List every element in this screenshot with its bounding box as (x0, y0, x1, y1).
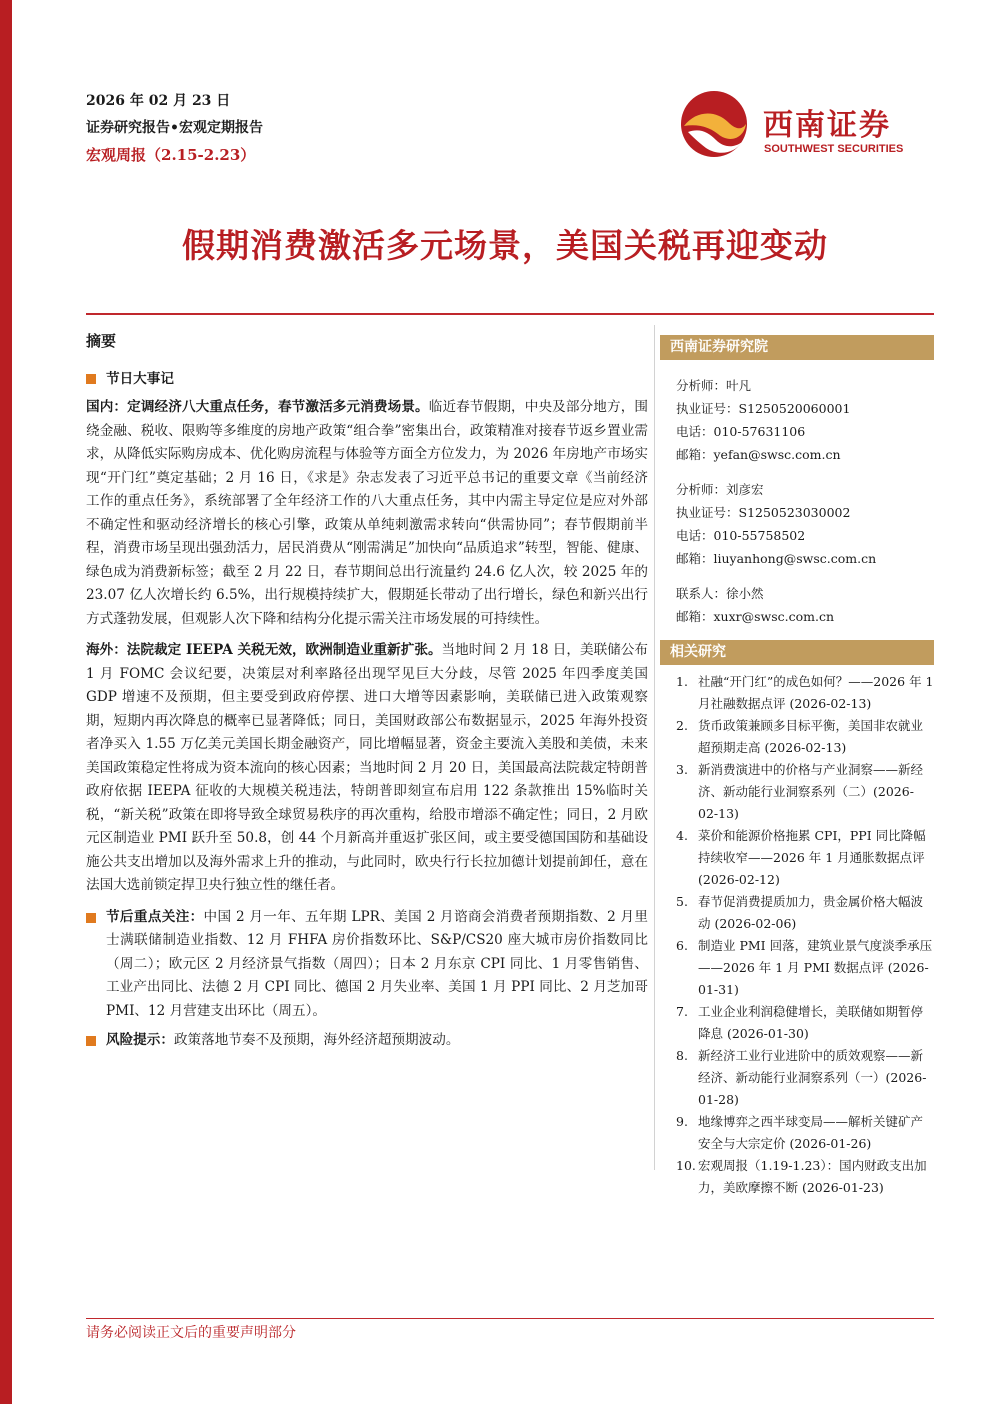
related-item-title: 宏观周报（1.19-1.23）：国内财政支出加力，美欧摩擦不断 (2026-01-23) (698, 1158, 927, 1195)
analyst-phone: 电话：010-57631106 (676, 424, 806, 439)
focus-lead: 节后重点关注： (106, 908, 204, 925)
analyst-license: 执业证号：S1250520060001 (676, 401, 851, 416)
company-logo (678, 88, 928, 160)
related-item-number: 9. (676, 1114, 688, 1129)
page-edge-bar (0, 0, 12, 1404)
abstract-column (86, 330, 648, 1053)
related-item-title: 货币政策兼顾多目标平衡，美国非农就业超预期走高 (2026-02-13) (698, 718, 924, 755)
related-item-number: 7. (676, 1004, 688, 1019)
related-item[interactable] (676, 891, 934, 935)
contact-name: 联系人：徐小然 (676, 586, 764, 601)
report-date: 2026 年 02 月 23 日 (86, 93, 231, 109)
focus-item (86, 906, 648, 1024)
logo-emblem-icon (678, 88, 750, 160)
related-item-title: 工业企业利润稳健增长，美联储如期暂停降息 (2026-01-30) (698, 1004, 924, 1041)
related-research-title: 相关研究 (660, 640, 934, 665)
related-item-title: 社融“开门红”的成色如何？——2026 年 1 月社融数据点评 (2026-02-13) (698, 674, 934, 711)
risk-item (86, 1029, 648, 1053)
related-item[interactable] (676, 1045, 934, 1111)
analyst-list (676, 374, 934, 628)
report-title: 假期消费激活多元场景，美国关税再迎变动 (182, 226, 828, 265)
related-item-title: 菜价和能源价格拖累 CPI，PPI 同比降幅持续收窄——2026 年 1 月通胀数据点评 (2026-02-12) (698, 828, 926, 887)
analyst-license: 执业证号：S1250523030002 (676, 505, 851, 520)
related-item-number: 10. (676, 1158, 696, 1173)
related-item-number: 2. (676, 718, 688, 733)
analyst-name: 分析师：刘彦宏 (676, 482, 764, 497)
related-item[interactable] (676, 671, 934, 715)
logo-name-cn: 西南证券 (763, 108, 891, 143)
related-item[interactable] (676, 1001, 934, 1045)
report-meta (86, 88, 263, 169)
section-heading-label: 节日大事记 (106, 370, 174, 387)
report-type: 宏观周报（2.15-2.23） (86, 146, 256, 164)
related-item[interactable] (676, 759, 934, 825)
related-item-title: 新经济工业行业进阶中的质效观察——新经济、新动能行业洞察系列（一）(2026-01-28) (698, 1048, 927, 1107)
square-bullet-icon (86, 374, 96, 384)
focus-text: 中国 2 月一年、五年期 LPR、美国 2 月谘商会消费者预期指数、2 月里士满联储制造业指数、12 月 FHFA 房价指数环比、S&P/CS20 座大城市房价指数同比（周二）；欧元区 2 月经济景气指数（周四）；日本 2 月东京 CPI 同比、1 月零售销售、工业产出同比、法德 2 月 CPI 同比、德国 2 月失业率、美国 1 月 PPI 同比、2 月芝加哥 PMI、12 月营建支出环比（周五）。 (106, 908, 649, 1019)
related-item-number: 5. (676, 894, 688, 909)
related-item-title: 地缘博弈之西半球变局——解析关键矿产安全与大宗定价 (2026-01-26) (698, 1114, 924, 1151)
contact-email[interactable]: 邮箱：xuxr@swsc.com.cn (676, 609, 835, 624)
analyst-card (676, 374, 934, 466)
analyst-name: 分析师：叶凡 (676, 378, 752, 393)
risk-lead: 风险提示： (106, 1032, 174, 1048)
analyst-phone: 电话：010-55758502 (676, 528, 806, 543)
analyst-email[interactable]: 邮箱：yefan@swsc.com.cn (676, 447, 841, 462)
logo-name-en: SOUTHWEST SECURITIES (764, 143, 904, 155)
institute-title: 西南证券研究院 (660, 335, 934, 360)
related-item-number: 1. (676, 674, 688, 689)
related-item[interactable] (676, 715, 934, 759)
related-item[interactable] (676, 935, 934, 1001)
domestic-paragraph (86, 396, 648, 631)
report-category: 证券研究报告•宏观定期报告 (86, 120, 263, 136)
related-item-number: 6. (676, 938, 688, 953)
footer-divider (86, 1318, 934, 1319)
overseas-paragraph (86, 639, 648, 898)
analyst-card (676, 478, 934, 570)
related-item[interactable] (676, 1155, 934, 1199)
square-bullet-icon (86, 913, 96, 923)
related-item-title: 春节促消费提质加力，贵金属价格大幅波动 (2026-02-06) (698, 894, 924, 931)
related-item-number: 3. (676, 762, 688, 777)
overseas-text: 当地时间 2 月 18 日，美联储公布 1 月 FOMC 会议纪要，决策层对利率路径出现罕见巨大分歧，尽管 2025 年四季度美国 GDP 增速不及预期，但主要受到政府停摆、进口大增等因素影响，美联储已进入政策观察期，短期内再次降息的概率已显著降低；同日，美国财政部公布数据显示，2025 年海外投资者净买入 1.55 万亿美元美国长期金融资产，同比增幅显著，资金主要流入美股和美债，未来美国政策稳定性将成为资本流向的核心因素；当地时间 2 月 20 日，美国最高法院裁定特朗普政府依据 IEEPA 征收的大规模关税违法，特朗普即刻宣布启用 122 条款推出 15%临时关税，“新关税”政策在即将导致全球贸易秩序的再次重构，给股市增添不确定性；同日，2 月欧元区制造业 PMI 跃升至 50.8，创 44 个月新高并重返扩张区间，或主要受德国国防和基础设施公共支出增加以及海外需求上升的推动，与此同时，欧央行行长拉加德计划提前卸任，意在法国大选前锁定捍卫央行独立性的继任者。 (86, 642, 648, 893)
analyst-email[interactable]: 邮箱：liuyanhong@swsc.com.cn (676, 551, 877, 566)
domestic-text: 临近春节假期，中央及部分地方，围绕金融、税收、限购等多维度的房地产政策“组合拳”密集出台，政策精准对接春节返乡置业需求，从降低实际购房成本、优化购房流程与体验等方面全方位发力，为 2026 年房地产市场实现“开门红”奠定基础；2 月 16 日，《求是》杂志发表了习近平总书记的重要文章《当前经济工作的重点任务》，系统部署了全年经济工作的八大重点任务，其中内需主导定位是应对外部不确定性和驱动经济增长的核心引擎，政策从单纯刺激需求转向“供需协同”；春节假期前半程，消费市场呈现出强劲活力，居民消费从“刚需满足”加快向“品质追求”转型，智能、健康、绿色成为消费新标签；截至 2 月 22 日，春节期间总出行流量约 24.6 亿人次，较 2025 年的 23.07 亿人次增长约 6.5%，出行规模持续扩大，假期延长带动了出行增长，绿色和新兴出行方式蓬勃发展，但观影人次下降和结构分化提示需关注市场发展的可持续性。 (86, 399, 649, 627)
related-item-title: 制造业 PMI 回落，建筑业景气度淡季承压——2026 年 1 月 PMI 数据点评 (2026-01-31) (698, 938, 933, 997)
related-item-number: 4. (676, 828, 688, 843)
risk-text: 政策落地节奏不及预期，海外经济超预期波动。 (173, 1032, 460, 1048)
abstract-heading: 摘要 (86, 332, 117, 350)
domestic-lead: 国内：定调经济八大重点任务，春节激活多元消费场景。 (86, 399, 429, 415)
column-divider (654, 325, 655, 1170)
related-research-list (676, 671, 934, 1199)
related-item-number: 8. (676, 1048, 688, 1063)
related-item[interactable] (676, 1111, 934, 1155)
square-bullet-icon (86, 1036, 96, 1046)
related-item-title: 新消费演进中的价格与产业洞察——新经济、新动能行业洞察系列（二）(2026-02-13) (698, 762, 924, 821)
contact-card (676, 582, 934, 628)
footer-disclaimer: 请务必阅读正文后的重要声明部分 (86, 1325, 296, 1341)
overseas-lead: 海外：法院裁定 IEEPA 关税无效，欧洲制造业重新扩张。 (86, 642, 442, 658)
sidebar (660, 335, 934, 1199)
related-item[interactable] (676, 825, 934, 891)
title-divider (86, 313, 934, 315)
section-heading (86, 368, 648, 392)
